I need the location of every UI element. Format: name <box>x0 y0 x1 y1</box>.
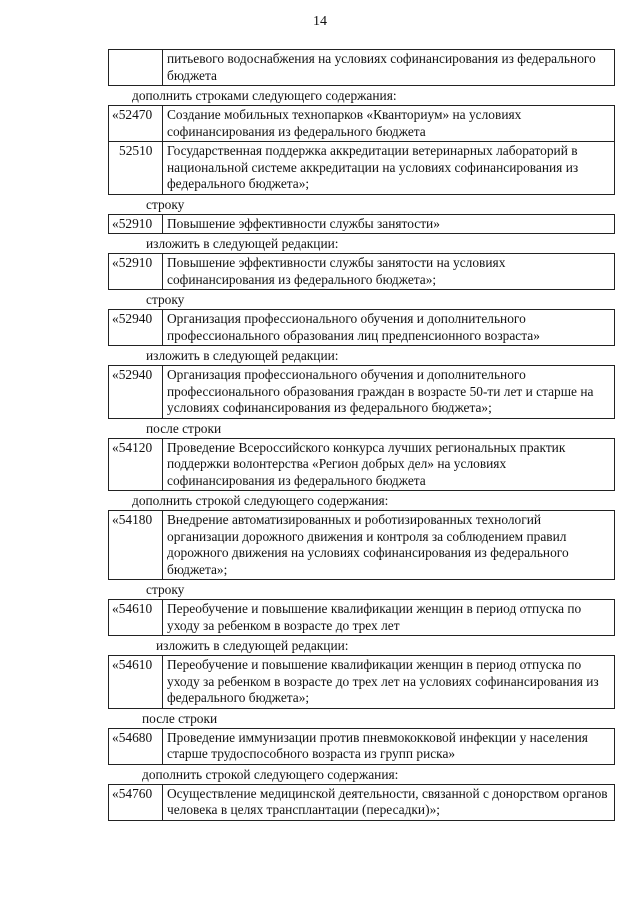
page-number: 14 <box>313 14 327 29</box>
row-text: Повышение эффективности службы занятости» <box>167 215 440 231</box>
table-row <box>108 438 615 492</box>
row-code: «52910 <box>109 254 163 289</box>
row-code: «54680 <box>109 729 163 764</box>
row-text: Создание мобильных технопарков «Кванториум» на условиях софинансирования из федерального бюджета <box>167 107 522 139</box>
instruction-text: дополнить строкой следующего содержания: <box>142 766 399 782</box>
row-code: «54610 <box>109 600 163 635</box>
table-row <box>108 728 615 765</box>
row-text: Повышение эффективности службы занятости на условиях софинансирования из федерального бюджета»; <box>167 255 506 287</box>
row-text: Осуществление медицинской деятельности, связанной с донорством органов человека в целях трансплантации (пересадки)»; <box>167 785 608 817</box>
row-code: 52510 <box>109 142 163 194</box>
row-code: «52470 <box>109 106 163 141</box>
instruction-text: строку <box>146 196 185 212</box>
instruction-text: дополнить строками следующего содержания: <box>132 88 397 103</box>
row-text: Переобучение и повышение квалификации женщин в период отпуска по уходу за ребенком в возрасте до трех лет <box>167 601 582 633</box>
instruction-text: после строки <box>146 420 222 436</box>
row-code: «54610 <box>109 656 163 708</box>
row-text: Проведение иммунизации против пневмококковой инфекции у населения старше трудоспособного возраста из групп риска» <box>167 729 588 761</box>
row-text: Государственная поддержка аккредитации ветеринарных лабораторий в национальной системе аккредитации на условиях софинансирования из федерального бюджета»; <box>167 143 579 191</box>
table-row <box>108 105 615 142</box>
row-code: «52910 <box>109 215 163 234</box>
table-row <box>108 142 615 195</box>
row-text: Организация профессионального обучения и дополнительного профессионального образования лиц предпенсионного возраста» <box>167 311 540 343</box>
table-row <box>108 365 615 419</box>
table-row <box>108 599 615 636</box>
instruction-text: строку <box>146 582 185 597</box>
table-row <box>108 253 615 290</box>
instruction-text: изложить в следующей редакции: <box>146 348 339 363</box>
row-text: Организация профессионального обучения и дополнительного профессионального образования граждан в возрасте 50-ти лет и старше на условиях софинансирования из федерального бюджета»; <box>167 367 594 415</box>
row-code: «54760 <box>109 785 163 820</box>
table-row <box>108 49 615 86</box>
row-text: питьевого водоснабжения на условиях софинансирования из федерального бюджета <box>167 51 596 83</box>
row-code: «54120 <box>109 439 163 491</box>
document-body <box>108 49 615 823</box>
table-row <box>108 510 615 580</box>
instruction-text: изложить в следующей редакции: <box>156 638 349 653</box>
table-row <box>108 655 615 709</box>
table-row <box>108 784 615 821</box>
row-text: Внедрение автоматизированных и роботизированных технологий организации дорожного движения и контроля за соблюдением правил дорожного движения на условиях софинансирования из федерального бюджета»; <box>167 512 569 577</box>
table-row <box>108 214 615 235</box>
instruction-text: после строки <box>142 710 218 726</box>
instruction-text: изложить в следующей редакции: <box>146 236 339 251</box>
row-code: «54180 <box>109 511 163 579</box>
row-text: Переобучение и повышение квалификации женщин в период отпуска по уходу за ребенком в возрасте до трех лет на условиях софинансирования из федерального бюджета»; <box>167 657 599 705</box>
row-code <box>109 50 163 85</box>
table-row <box>108 309 615 346</box>
row-text: Проведение Всероссийского конкурса лучших региональных практик поддержки волонтерства «Регион добрых дел» на условиях софинансирования из федерального бюджета <box>167 439 566 488</box>
instruction-text: строку <box>146 292 185 307</box>
row-code: «52940 <box>109 366 163 418</box>
instruction-text: дополнить строкой следующего содержания: <box>132 493 389 508</box>
row-code: «52940 <box>109 310 163 345</box>
